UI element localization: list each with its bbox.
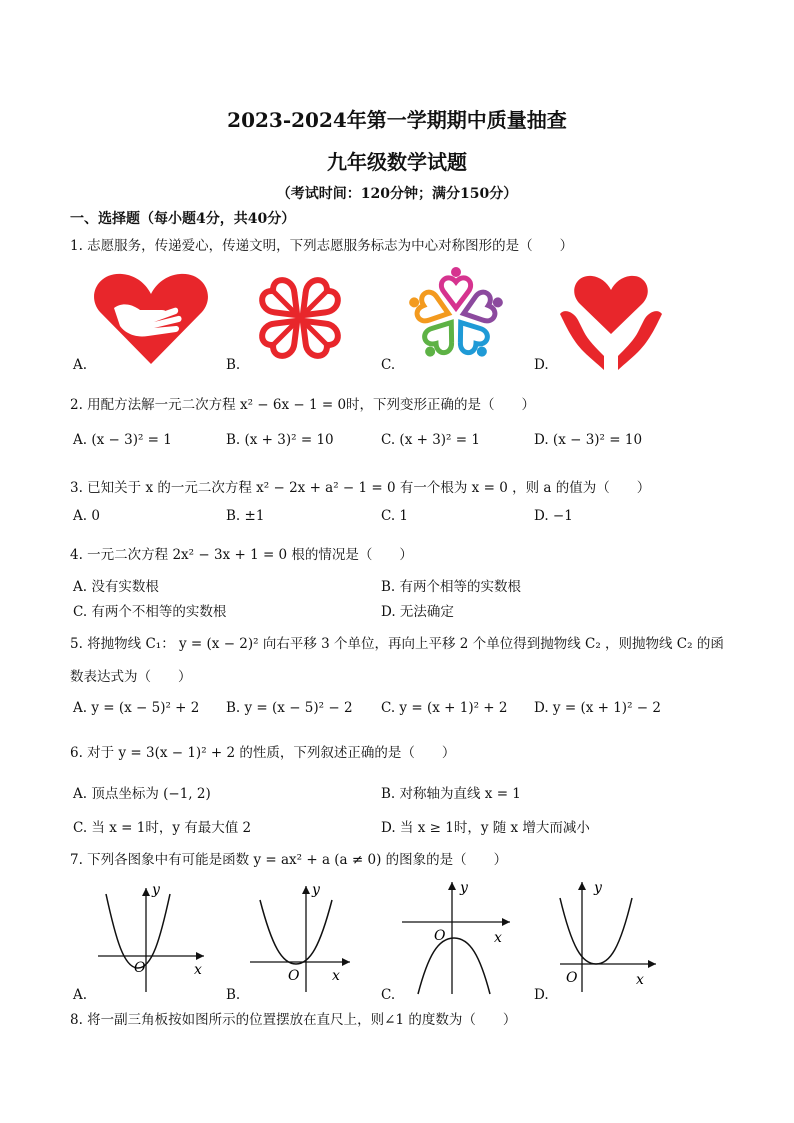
- q7c-origin-label: O: [434, 928, 446, 944]
- q3-option-a: A. 0: [73, 508, 100, 524]
- q7b-x-label: x: [332, 968, 340, 984]
- q7-option-b: B.: [226, 987, 241, 1003]
- exam-info: （考试时间：120分钟；满分150分）: [276, 186, 518, 202]
- question-5-stem-line1: 5. 将抛物线 C₁： y = (x − 2)² 向右平移 3 个单位，再向上平移 2 个单位得到抛物线 C₂ ，则抛物线 C₂ 的函: [70, 636, 724, 652]
- question-2-stem: 2. 用配方法解一元二次方程 x² − 6x − 1 = 0时，下列变形正确的是（ ）: [70, 397, 536, 413]
- q6-option-b: B. 对称轴为直线 x = 1: [381, 786, 521, 802]
- q7d-origin-label: O: [566, 970, 578, 986]
- q3-option-b: B. ±1: [226, 508, 265, 524]
- q3-option-c: C. 1: [381, 508, 409, 524]
- q5-option-a: A. y = (x − 5)² + 2: [73, 700, 200, 716]
- logo-b-four-hearts-icon: [244, 262, 356, 374]
- question-4-stem: 4. 一元二次方程 2x² − 3x + 1 = 0 根的情况是（ ）: [70, 547, 413, 563]
- logo-c-colorful-hearts-icon: [400, 262, 512, 368]
- exam-subtitle: 九年级数学试题: [327, 150, 467, 174]
- q6-option-d: D. 当 x ≥ 1时，y 随 x 增大而减小: [381, 820, 590, 836]
- q7b-origin-label: O: [288, 968, 300, 984]
- q7-graph-a: [92, 880, 212, 995]
- q1-option-c: C.: [381, 357, 396, 373]
- q5-option-b: B. y = (x − 5)² − 2: [226, 700, 353, 716]
- q7c-y-label: y: [460, 880, 468, 896]
- q7c-x-label: x: [494, 930, 502, 946]
- q2-option-b: B. (x + 3)² = 10: [226, 432, 334, 448]
- q7-graph-d: [552, 878, 662, 996]
- q4-option-c: C. 有两个不相等的实数根: [73, 604, 227, 620]
- q2-option-c: C. (x + 3)² = 1: [381, 432, 480, 448]
- question-3-stem: 3. 已知关于 x 的一元二次方程 x² − 2x + a² − 1 = 0 有一个根为 x = 0 ，则 a 的值为（ ）: [70, 480, 651, 496]
- q1-option-d: D.: [534, 357, 549, 373]
- q4-option-d: D. 无法确定: [381, 604, 454, 620]
- q7a-x-label: x: [194, 962, 202, 978]
- q3-option-d: D. −1: [534, 508, 573, 524]
- exam-title: 2023-2024年第一学期期中质量抽查: [227, 108, 567, 132]
- q7-option-d: D.: [534, 987, 549, 1003]
- q4-option-a: A. 没有实数根: [73, 579, 159, 595]
- q2-option-d: D. (x − 3)² = 10: [534, 432, 643, 448]
- q5-option-c: C. y = (x + 1)² + 2: [381, 700, 508, 716]
- q6-option-c: C. 当 x = 1时，y 有最大值 2: [73, 820, 252, 836]
- q7-graph-c: [398, 878, 518, 996]
- q7-graph-b: [246, 880, 356, 995]
- q7a-y-label: y: [152, 882, 160, 898]
- q7a-origin-label: O: [134, 960, 146, 976]
- logo-d-heart-hands-icon: [556, 270, 666, 370]
- q6-option-a: A. 顶点坐标为 (−1, 2): [73, 786, 211, 802]
- q4-option-b: B. 有两个相等的实数根: [381, 579, 522, 595]
- q2-option-a: A. (x − 3)² = 1: [73, 432, 172, 448]
- logo-a-heart-hand-icon: [92, 268, 210, 368]
- question-1-stem: 1. 志愿服务，传递爱心，传递文明，下列志愿服务标志为中心对称图形的是（ ）: [70, 238, 574, 254]
- question-5-stem-line2: 数表达式为（ ）: [70, 669, 192, 685]
- q7-option-a: A.: [73, 987, 88, 1003]
- q1-option-b: B.: [226, 357, 241, 373]
- question-6-stem: 6. 对于 y = 3(x − 1)² + 2 的性质，下列叙述正确的是（ ）: [70, 745, 456, 761]
- q5-option-d: D. y = (x + 1)² − 2: [534, 700, 661, 716]
- q7b-y-label: y: [312, 882, 320, 898]
- section-title: 一、选择题（每小题4分，共40分）: [70, 211, 296, 227]
- q7d-y-label: y: [594, 880, 602, 896]
- q7d-x-label: x: [636, 972, 644, 988]
- q1-option-a: A.: [73, 357, 88, 373]
- q7-option-c: C.: [381, 987, 396, 1003]
- question-7-stem: 7. 下列各图象中有可能是函数 y = ax² + a (a ≠ 0) 的图象的是（ ）: [70, 852, 508, 868]
- question-8-stem: 8. 将一副三角板按如图所示的位置摆放在直尺上，则∠1 的度数为（ ）: [70, 1012, 517, 1028]
